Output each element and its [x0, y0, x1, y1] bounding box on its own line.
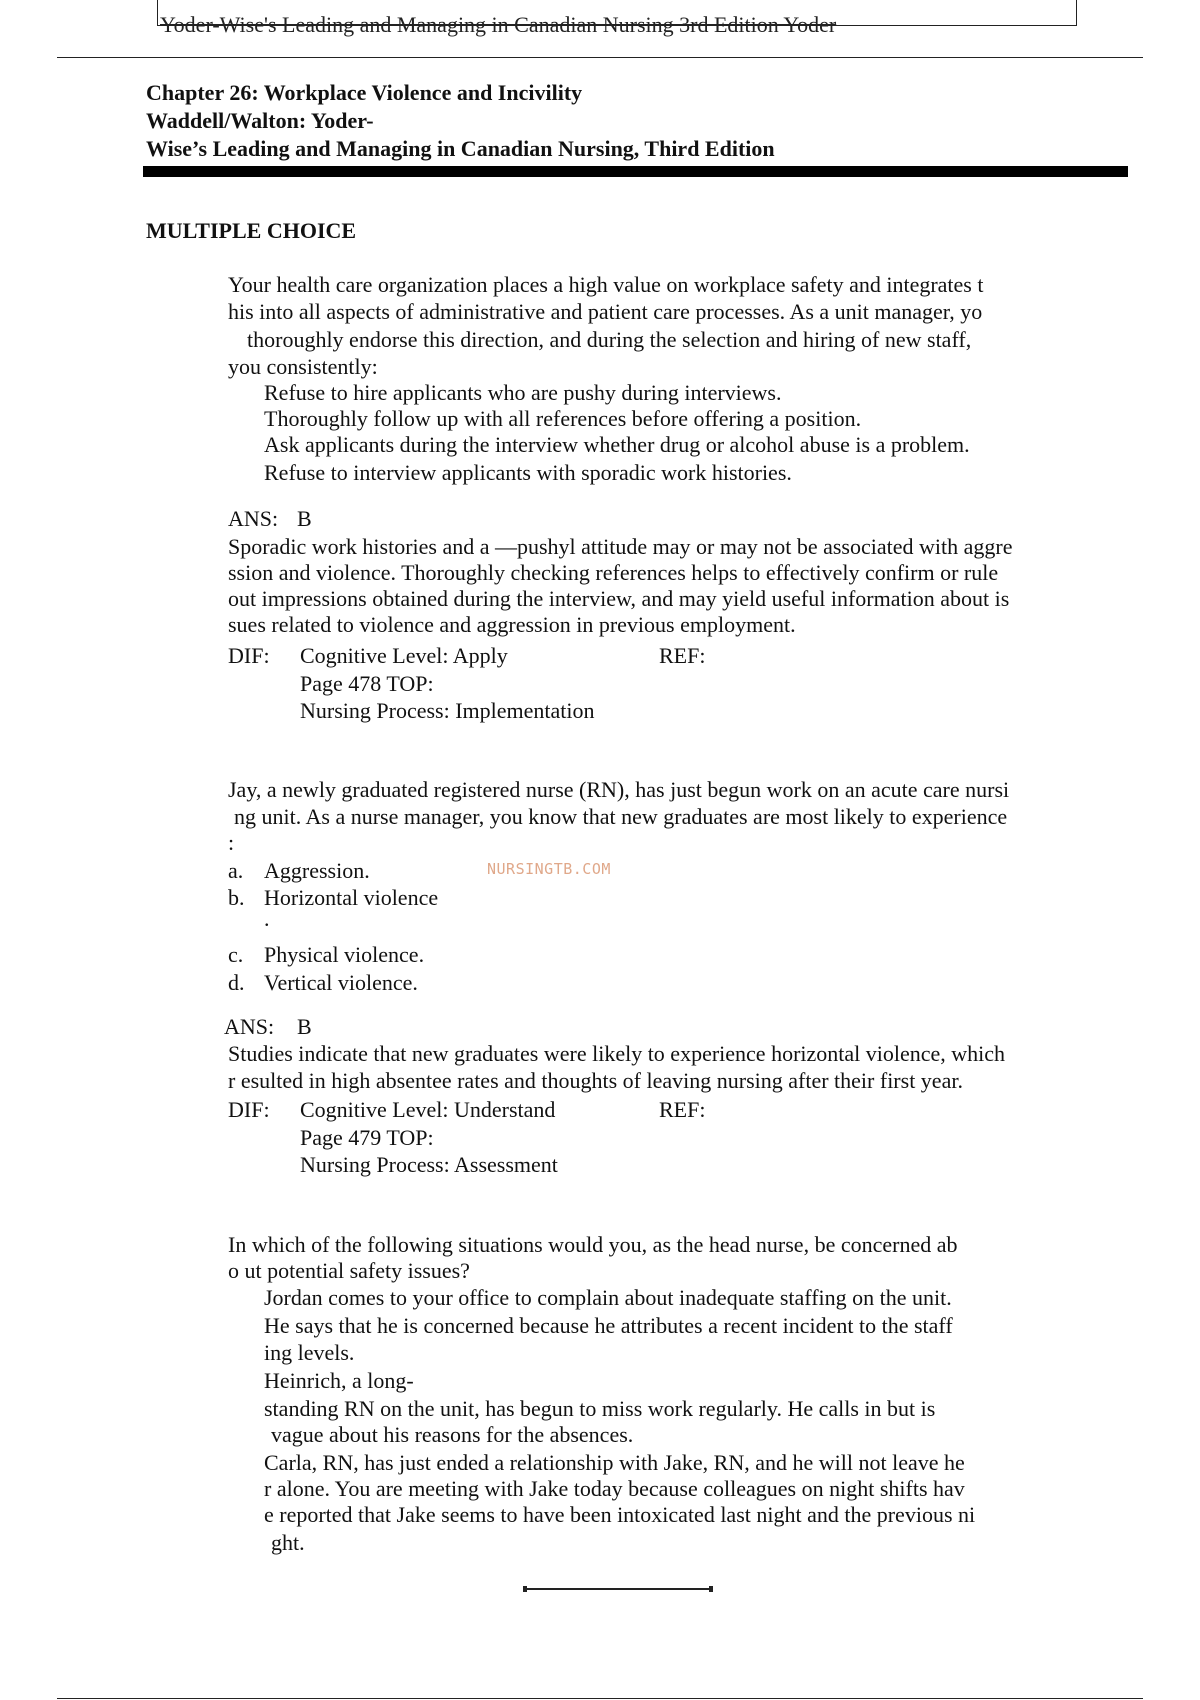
answer-option: r alone. You are meeting with Jake today because colleagues on night shifts hav [264, 1476, 965, 1501]
header-rule [57, 57, 1143, 58]
difficulty-label: DIF: [228, 643, 270, 668]
question-stem-line: thoroughly endorse this direction, and during the selection and hiring of new staff, [247, 327, 972, 352]
answer-label: ANS: [228, 506, 279, 531]
question-stem-line: Your health care organization places a high value on workplace safety and integrates t [228, 272, 984, 297]
answer-value: B [297, 506, 312, 531]
answer-option: He says that he is concerned because he attributes a recent incident to the staff [264, 1313, 953, 1338]
answer-option: e reported that Jake seems to have been intoxicated last night and the previous ni [264, 1502, 976, 1527]
answer-option: Horizontal violence [264, 885, 439, 910]
chapter-divider [143, 166, 1128, 177]
difficulty-label: DIF: [228, 1097, 270, 1122]
page-topic: Page 479 TOP: [300, 1125, 434, 1150]
question-stem-line: Jay, a newly graduated registered nurse (RN), has just begun work on an acute care nursi [228, 777, 1010, 802]
section-title: MULTIPLE CHOICE [146, 218, 357, 243]
reference-label: REF: [659, 643, 706, 668]
answer-option: Jordan comes to your office to complain about inadequate staffing on the unit. [264, 1285, 952, 1310]
answer-option: Refuse to interview applicants with sporadic work histories. [264, 460, 792, 485]
question-stem-line: o ut potential safety issues? [228, 1258, 470, 1283]
question-stem-line: In which of the following situations would you, as the head nurse, be concerned ab [228, 1232, 958, 1257]
difficulty-value: Cognitive Level: Understand [300, 1097, 556, 1122]
answer-value: B [297, 1014, 312, 1039]
answer-option: Thoroughly follow up with all references before offering a position. [264, 406, 862, 431]
option-letter: a. [228, 858, 244, 883]
answer-option: Vertical violence. [264, 970, 418, 995]
nursing-process: Nursing Process: Implementation [300, 698, 595, 723]
answer-option: ght. [271, 1530, 305, 1555]
footer-rule [57, 1698, 1143, 1699]
rationale-line: Studies indicate that new graduates were likely to experience horizontal violence, which [228, 1041, 1006, 1066]
watermark-text: NURSINGTB.COM [487, 860, 611, 878]
difficulty-value: Cognitive Level: Apply [300, 643, 508, 668]
answer-option: . [264, 906, 270, 931]
section-separator [523, 1588, 713, 1590]
nursing-process: Nursing Process: Assessment [300, 1152, 558, 1177]
option-letter: c. [228, 942, 244, 967]
rationale-line: out impressions obtained during the interview, and may yield useful information about is [228, 586, 1010, 611]
answer-option: Aggression. [264, 858, 370, 883]
chapter-authors: Waddell/Walton: Yoder- [146, 108, 374, 133]
question-stem-line: : [228, 830, 235, 855]
rationale-line: Sporadic work histories and a —pushyl attitude may or may not be associated with aggre [228, 534, 1013, 559]
answer-option: Carla, RN, has just ended a relationship with Jake, RN, and he will not leave he [264, 1450, 965, 1475]
rationale-line: sues related to violence and aggression in previous employment. [228, 612, 796, 637]
chapter-title: Chapter 26: Workplace Violence and Incivility [146, 80, 583, 105]
answer-option: Ask applicants during the interview whether drug or alcohol abuse is a problem. [264, 432, 970, 457]
answer-option: ing levels. [264, 1340, 355, 1365]
rationale-line: ssion and violence. Thoroughly checking references helps to effectively confirm or rule [228, 560, 999, 585]
question-stem-line: his into all aspects of administrative and patient care processes. As a unit manager, yo [228, 299, 983, 324]
answer-option: standing RN on the unit, has begun to miss work regularly. He calls in but is [264, 1396, 936, 1421]
answer-option: Heinrich, a long- [264, 1368, 414, 1393]
option-letter: b. [228, 885, 245, 910]
chapter-book-title: Wise’s Leading and Managing in Canadian Nursing, Third Edition [146, 136, 775, 161]
answer-label: ANS: [224, 1014, 275, 1039]
answer-option: Physical violence. [264, 942, 425, 967]
page-topic: Page 478 TOP: [300, 671, 434, 696]
rationale-line: r esulted in high absentee rates and thoughts of leaving nursing after their first year. [228, 1068, 963, 1093]
answer-option: Refuse to hire applicants who are pushy during interviews. [264, 380, 782, 405]
option-letter: d. [228, 970, 245, 995]
question-stem-line: you consistently: [228, 354, 378, 379]
running-header-title: Yoder-Wise's Leading and Managing in Canadian Nursing 3rd Edition Yoder [160, 12, 837, 37]
reference-label: REF: [659, 1097, 706, 1122]
answer-option: vague about his reasons for the absences. [271, 1422, 634, 1447]
question-stem-line: ng unit. As a nurse manager, you know that new graduates are most likely to experience [234, 804, 1008, 829]
